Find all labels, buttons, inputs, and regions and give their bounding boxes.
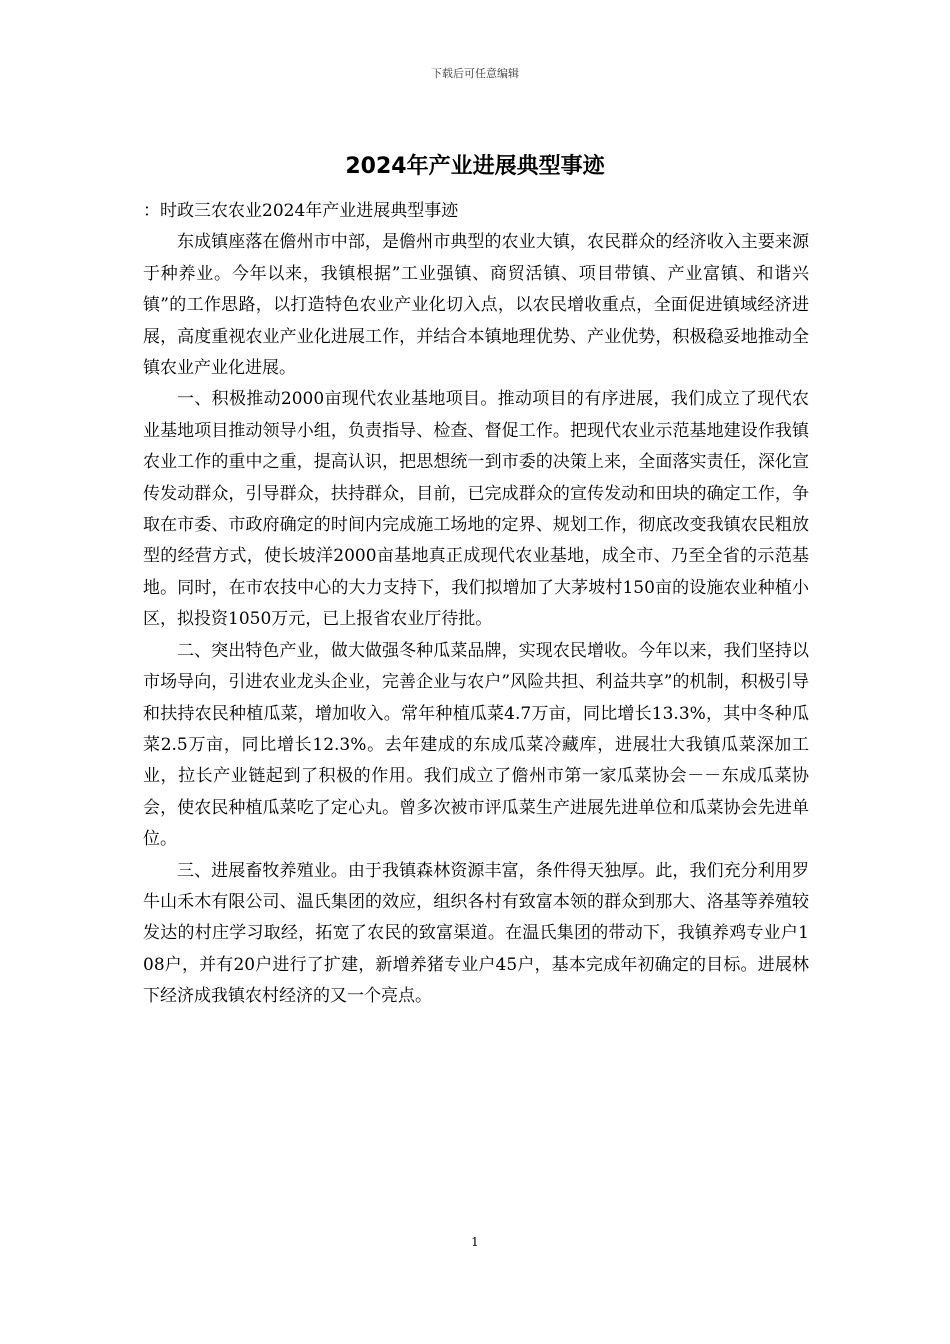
page-number: 1 (471, 1235, 479, 1249)
document-title: 2024年产业进展典型事迹 (345, 154, 605, 179)
document-body (143, 196, 809, 1013)
document-subtitle: ：时政三农农业2024年产业进展典型事迹 (143, 201, 459, 221)
paragraph-section-1: 一、积极推动2000亩现代农业基地项目。推动项目的有序进展，我们成立了现代农业基地项目推动领导小组，负责指导、检查、督促工作。把现代农业示范基地建设作我镇农业工作的重中之重，提高认识，把思想统一到市委的决策上来，全面落实责任，深化宣传发动群众，引导群众，扶持群众，目前，已完成群众的宣传发动和田块的确定工作，争取在市委、市政府确定的时间内完成施工场地的定界、规划工作，彻底改变我镇农民粗放型的经营方式，使长坡洋2000亩基地真正成现代农业基地，成全市、乃至全省的示范基地。同时，在市农技中心的大力支持下，我们拟增加了大茅坡村150亩的设施农业种植小区，拟投资1050万元，已上报省农业厅待批。 (143, 389, 809, 630)
page-header-note: 下载后可任意编辑 (431, 67, 519, 80)
paragraph-section-3: 三、进展畜牧养殖业。由于我镇森林资源丰富，条件得天独厚。此，我们充分利用罗牛山禾木有限公司、温氏集团的效应，组织各村有致富本领的群众到那大、洛基等养殖较发达的村庄学习取经，拓宽了农民的致富渠道。在温氏集团的带动下，我镇养鸡专业户108户，并有20户进行了扩建，新增养猪专业户45户，基本完成年初确定的目标。进展林下经济成我镇农村经济的又一个亮点。 (143, 860, 809, 1007)
paragraph-section-2: 二、突出特色产业，做大做强冬种瓜菜品牌，实现农民增收。今年以来，我们坚持以市场导向，引进农业龙头企业，完善企业与农户”风险共担、利益共享”的机制，积极引导和扶持农民种植瓜菜，增加收入。常年种植瓜菜4.7万亩，同比增长13.3%，其中冬种瓜菜2.5万亩，同比增长12.3%。去年建成的东成瓜菜冷藏库，进展壮大我镇瓜菜深加工业，拉长产业链起到了积极的作用。我们成立了儋州市第一家瓜菜协会－－东成瓜菜协会，使农民种植瓜菜吃了定心丸。曾多次被市评瓜菜生产进展先进单位和瓜菜协会先进单位。 (143, 640, 809, 850)
paragraph-intro: 东成镇座落在儋州市中部，是儋州市典型的农业大镇，农民群众的经济收入主要来源于种养业。今年以来，我镇根据”工业强镇、商贸活镇、项目带镇、产业富镇、和谐兴镇”的工作思路，以打造特色农业产业化切入点，以农民增收重点，全面促进镇域经济进展，高度重视农业产业化进展工作，并结合本镇地理优势、产业优势，积极稳妥地推动全镇农业产业化进展。 (143, 232, 809, 379)
